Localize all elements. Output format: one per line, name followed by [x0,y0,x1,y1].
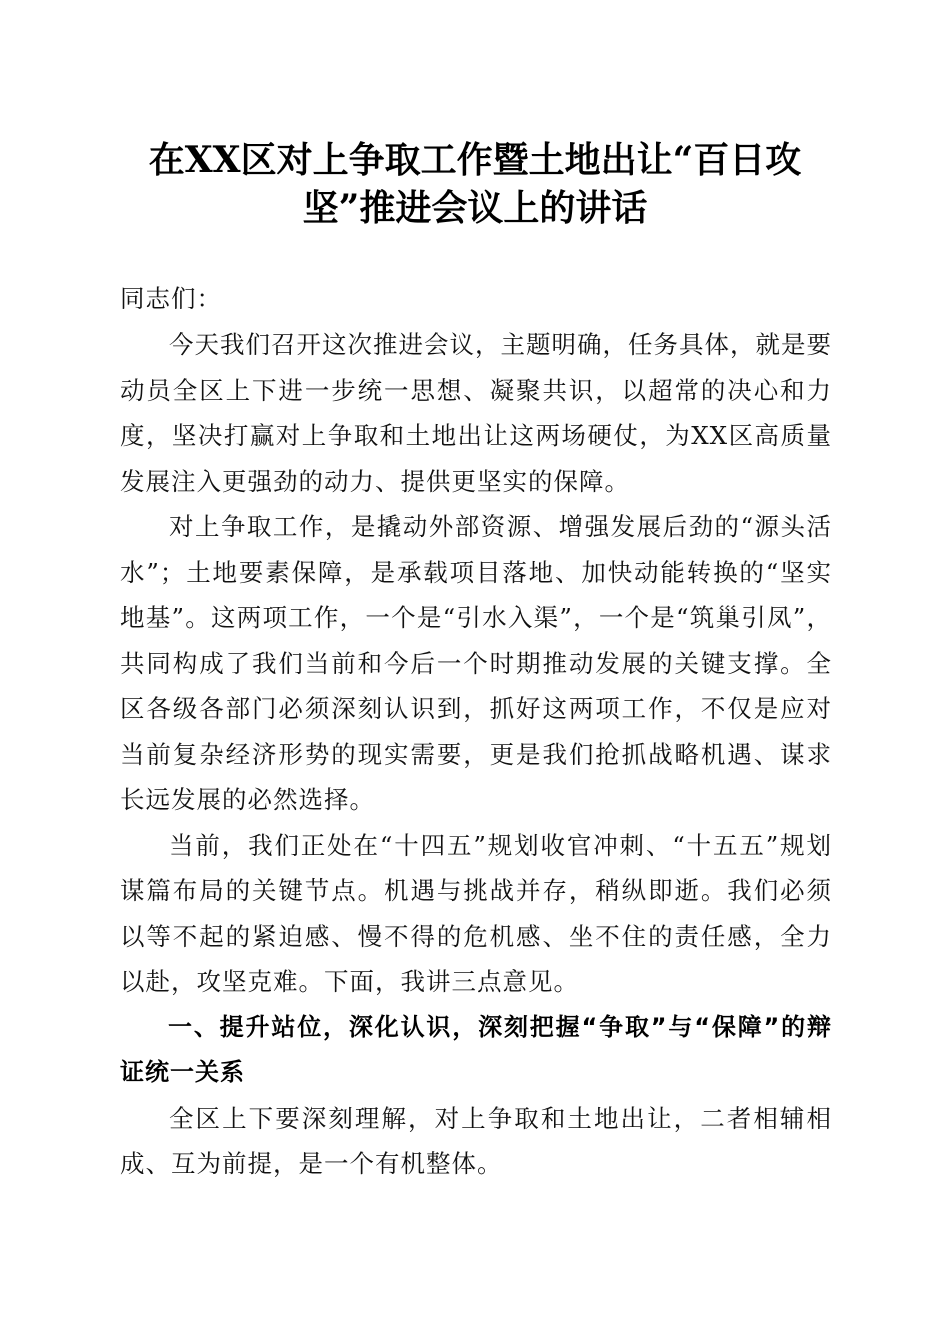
section-heading-1: 一、提升站位，深化认识，深刻把握“争取”与“保障”的辩证统一关系 [120,1012,832,1086]
document-body [120,322,832,1187]
document-title [100,136,850,232]
paragraph-3: 当前，我们正处在“十四五”规划收官冲刺、“十五五”规划谋篇布局的关键节点。机遇与挑战并存，稍纵即逝。我们必须以等不起的紧迫感、慢不得的危机感、坐不住的责任感，全力以赴，攻坚克难。下面，我讲三点意见。 [120,830,832,996]
title-line-1: 在XX区对上争取工作暨土地出让“百日攻 [148,139,802,181]
paragraph-2: 对上争取工作，是撬动外部资源、增强发展后劲的“源头活水”；土地要素保障，是承载项目落地、加快动能转换的“坚实地基”。这两项工作，一个是“引水入渠”，一个是“筑巢引凤”，共同构成了我们当前和今后一个时期推动发展的关键支撑。全区各级各部门必须深刻认识到，抓好这两项工作，不仅是应对当前复杂经济形势的现实需要，更是我们抢抓战略机遇、谋求长远发展的必然选择。 [120,512,832,814]
salutation: 同志们： [120,284,222,313]
title-line-2: 坚”推进会议上的讲话 [302,187,648,229]
paragraph-1: 今天我们召开这次推进会议，主题明确，任务具体，就是要动员全区上下进一步统一思想、凝聚共识，以超常的决心和力度，坚决打赢对上争取和土地出让这两场硬仗，为XX区高质量发展注入更强劲的动力、提供更坚实的保障。 [120,330,832,496]
section-1-paragraph: 全区上下要深刻理解，对上争取和土地出让，二者相辅相成、互为前提，是一个有机整体。 [120,1103,832,1178]
